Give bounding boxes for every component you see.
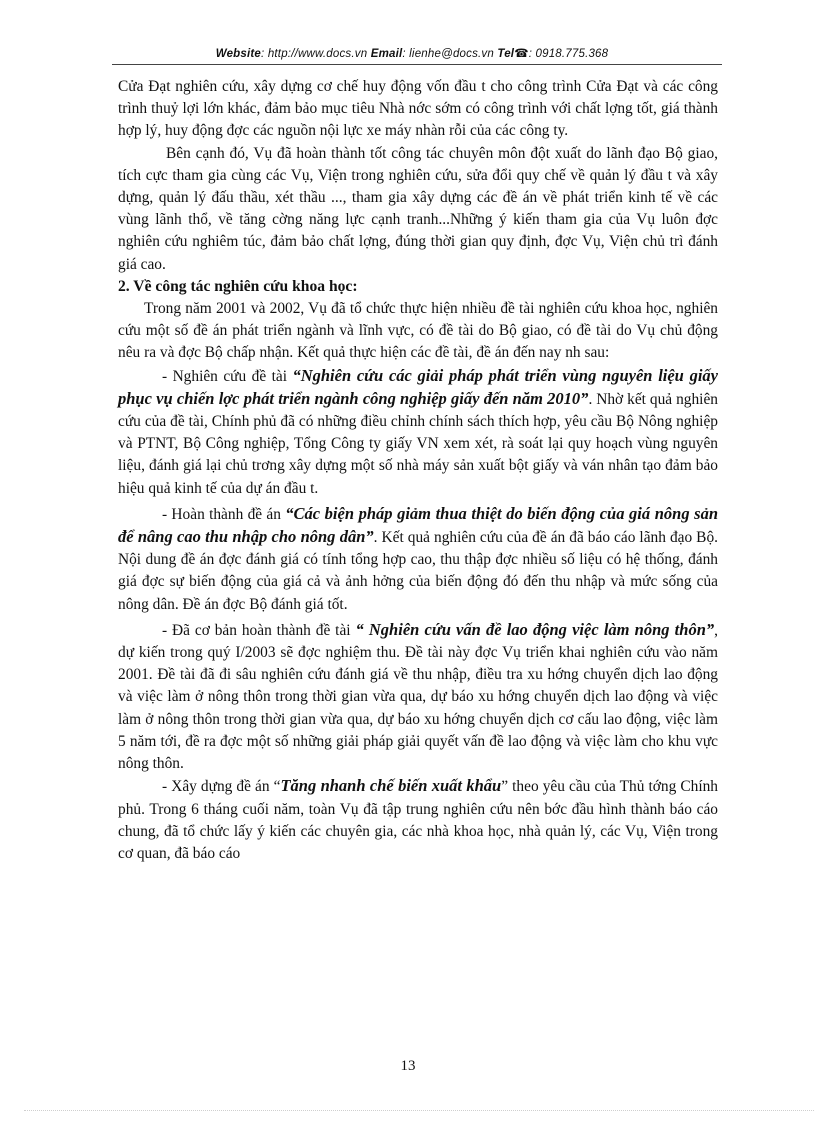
paragraph-research-intro: Trong năm 2001 và 2002, Vụ đã tổ chức thực hiện nhiều đề tài nghiên cứu khoa học, nghiên cứu một số đề án phát triển ngành và lĩnh vực, có đề tài do Bộ giao, có đề tài do Vụ chủ động nêu ra và đợc Bộ chấp nhận. Kết quả thực hiện các đề tài, đề án đến nay nh sau: (118, 300, 718, 362)
item-prefix: - Đã cơ bản hoàn thành đề tài (162, 621, 356, 639)
project-title: “Nghiên cứu các giải pháp phát triển vùng nguyên liệu giấy phục vụ chiến lợc phát triển ngành công nghiệp giấy đến năm 2010” (118, 365, 718, 408)
paragraph-paper-material (118, 365, 718, 500)
project-title: Tăng nhanh chế biến xuất khẩu (280, 776, 502, 796)
item-text: . Kết quả nghiên cứu của đề án đã báo cáo lãnh đạo Bộ. Nội dung đề án đợc đánh giá có tính tổng hợp cao, thu thập đợc nhiều số liệu có hệ thống, đánh giá đợc sự biến động của giá cả và ảnh hởng của biến động đó đến thu nhập và mức sống của nông dân. Đề án đợc Bộ đánh giá tốt. (118, 529, 718, 613)
item-text: ” theo yêu cầu của Thủ tớng Chính phủ. Trong 6 tháng cuối năm, toàn Vụ đã tập trung nghiên cứu nên bớc đầu hình thành báo cáo chung, đã tổ chức lấy ý kiến các chuyên gia, các nhà khoa học, nhà quản lý, các Vụ, Viện trong cơ quan, đã báo cáo (118, 778, 718, 862)
item-prefix: - Xây dựng đề án “ (162, 778, 281, 796)
header-rule (112, 64, 722, 65)
footer-rule (24, 1110, 814, 1111)
paragraph-price-losses (118, 503, 718, 616)
project-title: “ Nghiên cứu vấn đề lao động việc làm nông thôn” (355, 619, 715, 639)
item-prefix: - Nghiên cứu đề tài (162, 367, 293, 385)
item-prefix: - Hoàn thành đề án (162, 505, 286, 523)
project-title: “Các biện pháp giảm thua thiệt do biến động của giá nông sản để nâng cao thu nhập cho nông dân” (118, 503, 718, 547)
tel-value: ☎: 0918.775.368 (514, 48, 609, 60)
page-header (112, 46, 712, 60)
section-heading: 2. Về công tác nghiên cứu khoa học: (118, 277, 358, 295)
item-text: . Nhờ kết quả nghiên cứu của đề tài, Chính phủ đã có những điều chỉnh chính sách thích hợp, yêu cầu Bộ Nông nghiệp và PTNT, Bộ Công nghiệp, Tổng Công ty giấy VN xem xét, rà soát lại quy hoạch vùng nguyên liệu, đánh giá lại chủ trơng xây dựng một số nhà máy sản xuất bột giấy và ván nhân tạo đảm bảo hiệu quả kinh tế của dự án đầu t. (118, 390, 718, 497)
email-label: Email (370, 48, 403, 60)
page-number: 13 (400, 1058, 416, 1074)
tel-label: Tel (497, 48, 515, 60)
website-value: : http://www.docs.vn (261, 48, 368, 60)
paragraph-export-processing (118, 775, 718, 865)
paragraph-rural-labor (118, 619, 718, 775)
document-body (118, 76, 718, 865)
paragraph-ben-canh: Bên cạnh đó, Vụ đã hoàn thành tốt công tác chuyên môn đột xuất do lãnh đạo Bộ giao, tích cực tham gia cùng các Vụ, Viện trong nghiên cứu, sửa đổi quy chế về quản lý đầu t và xây dựng, quản lý đấu thầu, xét thầu ..., tham gia xây dựng các đề án về phát triển kinh tế về các vùng lãnh thổ, về tăng cờng năng lực cạnh tranh...Những ý kiến tham gia của Vụ luôn đợc nghiên cứu nghiêm túc, đảm bảo chất lợng, đúng thời gian quy định, đợc Vụ, Viện chủ trì đánh giá cao. (118, 144, 718, 273)
website-label: Website (215, 48, 262, 60)
email-value: : lienhe@docs.vn (402, 48, 494, 60)
item-text: , dự kiến trong quý I/2003 sẽ đợc nghiệm thu. Đề tài này đợc Vụ triển khai nghiên cứu vào năm 2001. Đề tài đã đi sâu nghiên cứu đánh giá về thu nhập, điều tra xu hớng chuyển dịch lao động và việc làm ở nông thôn trong thời gian vừa qua, dự báo xu hớng chuyển dịch lao động và việc làm ở nông thôn trong thời gian vừa qua, dự báo xu hớng chuyển dịch cơ cấu lao động, việc làm 5 năm tới, đề ra đợc một số những giải pháp giải quyết vấn đề lao động và việc làm cho khu vực nông thôn. (118, 621, 718, 773)
paragraph-cua-dat: Cửa Đạt nghiên cứu, xây dựng cơ chế huy động vốn đầu t cho công trình Cửa Đạt và các công trình thuỷ lợi lớn khác, đảm bảo mục tiêu Nhà nớc sớm có công trình với chất lợng tốt, giá thành hợp lý, huy động đợc các nguồn nội lực xe máy nhàn rỗi của các công ty. (118, 78, 718, 140)
